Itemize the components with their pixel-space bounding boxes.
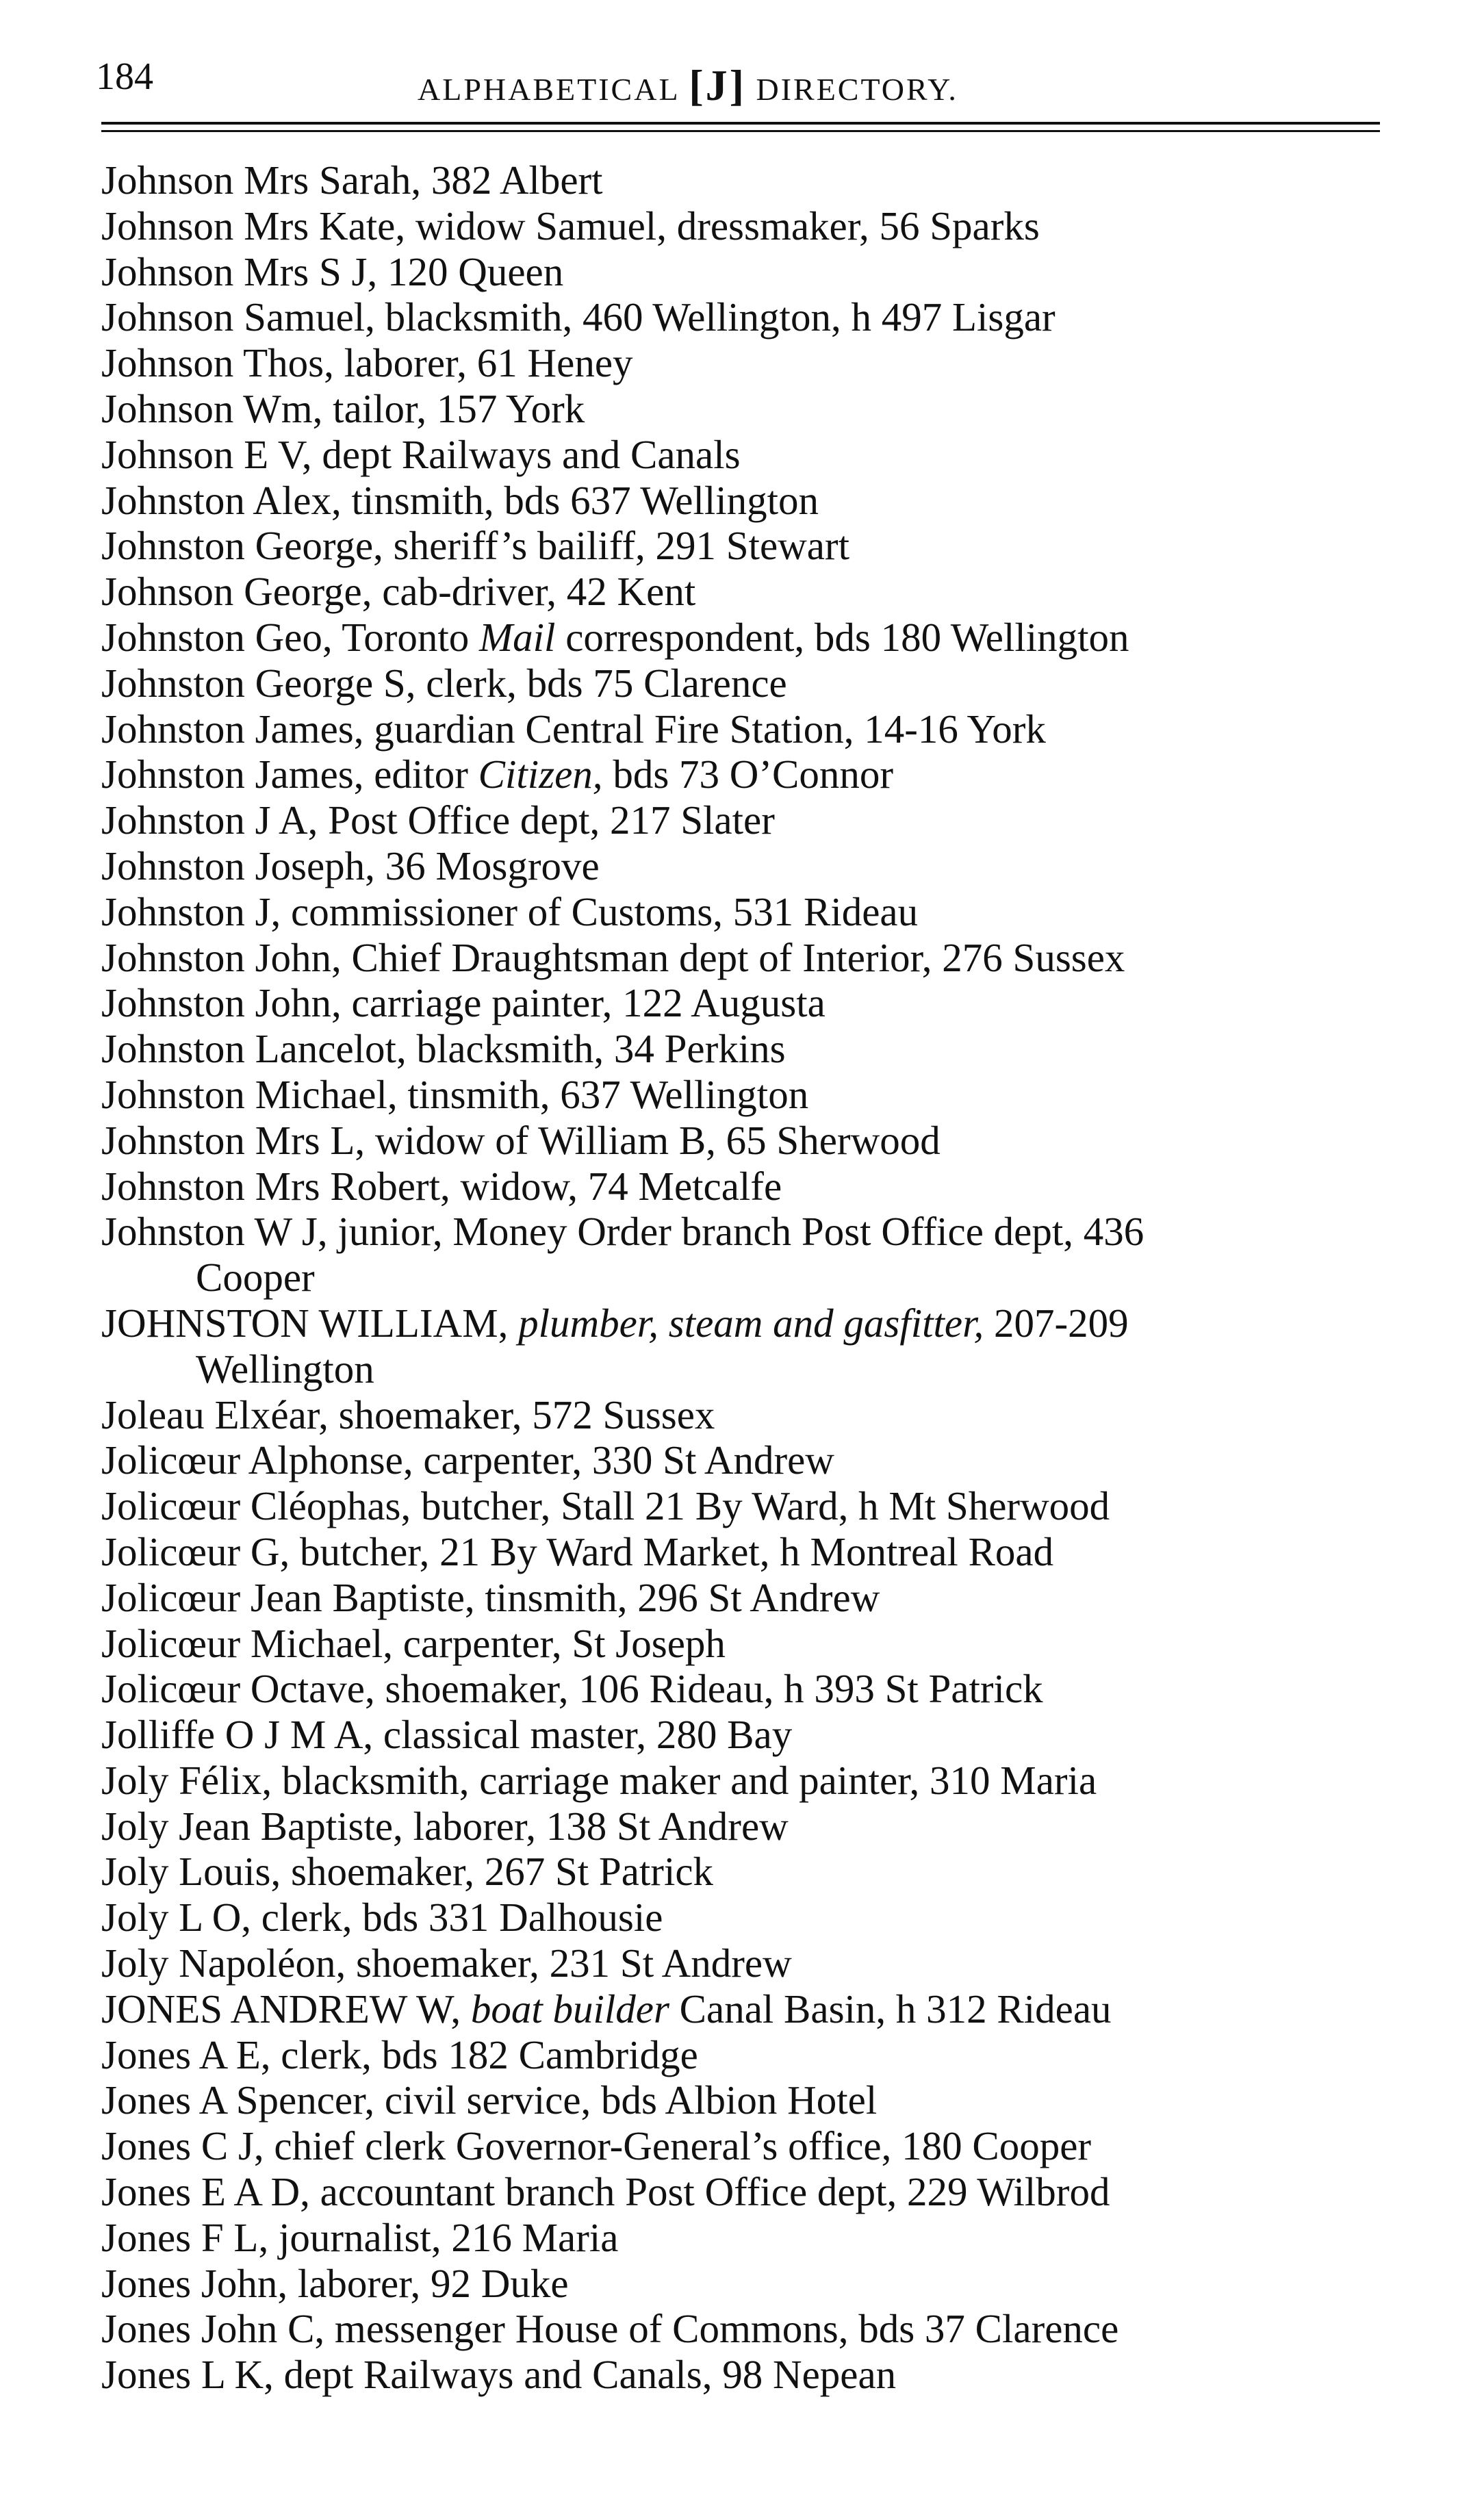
running-head <box>418 60 958 111</box>
entry-text: Jones A E, clerk, bds 182 Cambridge <box>101 2032 698 2077</box>
directory-entry <box>101 1300 1388 1392</box>
entry-text: Jones John, laborer, 92 Duke <box>101 2260 569 2306</box>
entry-text: Johnston J A, Post Office dept, 217 Slater <box>101 797 775 843</box>
entry-text: Joly Napoléon, shoemaker, 231 St Andrew <box>101 1940 792 1986</box>
entry-text: Johnston Michael, tinsmith, 637 Wellington <box>101 1071 809 1117</box>
entry-text: Jones E A D, accountant branch Post Office dept, 229 Wilbrod <box>101 2169 1110 2215</box>
directory-entry <box>101 2215 1388 2261</box>
entry-text: Jones A Spencer, civil service, bds Albion Hotel <box>101 2077 878 2123</box>
page-header <box>96 42 1383 111</box>
directory-entry <box>101 1940 1388 1986</box>
directory-entry <box>101 2169 1388 2215</box>
directory-entry <box>101 1437 1388 1483</box>
directory-entry <box>101 1209 1388 1300</box>
entry-text: Jolicœur Alphonse, carpenter, 330 St Andrew <box>101 1437 834 1483</box>
directory-entry <box>101 980 1388 1026</box>
directory-entry <box>101 1986 1388 2032</box>
directory-entry <box>101 1666 1388 1712</box>
entry-italic: plumber, steam and gasfitter, <box>518 1300 984 1346</box>
directory-entry <box>101 661 1388 706</box>
entry-text: Jolicœur G, butcher, 21 By Ward Market, h Montreal Road <box>101 1528 1054 1574</box>
directory-entry <box>101 2077 1388 2123</box>
directory-entry <box>101 615 1388 661</box>
entry-text: Jolicœur Cléophas, butcher, Stall 21 By Ward, h Mt Sherwood <box>101 1483 1110 1529</box>
directory-entry <box>101 569 1388 615</box>
directory-entry <box>101 340 1388 386</box>
entry-text: Jones F L, journalist, 216 Maria <box>101 2214 619 2260</box>
directory-entry <box>101 1804 1388 1849</box>
entry-text: Johnston J, commissioner of Customs, 531 Rideau <box>101 888 919 934</box>
directory-entry <box>101 294 1388 340</box>
entry-text: Johnson E V, dept Railways and Canals <box>101 431 741 477</box>
entry-text: Johnston James, guardian Central Fire Station, 14-16 York <box>101 706 1046 752</box>
directory-entry <box>101 1712 1388 1758</box>
entry-text: Johnston Alex, tinsmith, bds 637 Wellington <box>101 477 819 523</box>
directory-entry <box>101 1849 1388 1895</box>
entry-text: Joleau Elxéar, shoemaker, 572 Sussex <box>101 1392 715 1437</box>
header-rule <box>101 122 1380 125</box>
directory-entry <box>101 1164 1388 1209</box>
directory-entry <box>101 2352 1388 2398</box>
directory-entry <box>101 1072 1388 1118</box>
entry-text: Jolicœur Jean Baptiste, tinsmith, 296 St Andrew <box>101 1574 880 1620</box>
entry-text: Johnson Thos, laborer, 61 Heney <box>101 340 633 386</box>
entry-italic: Citizen, <box>478 752 603 797</box>
entry-text: Johnson Samuel, blacksmith, 460 Wellington, h 497 Lisgar <box>101 294 1056 340</box>
directory-entry <box>101 706 1388 752</box>
entry-text: Johnson George, cab-driver, 42 Kent <box>101 569 696 615</box>
entry-text-rest: bds 73 O’Connor <box>602 752 894 797</box>
directory-entry <box>101 935 1388 981</box>
directory-entry <box>101 2261 1388 2307</box>
entry-text-rest: Canal Basin, h 312 Rideau <box>669 1986 1112 2032</box>
entry-text: Jolicœur Michael, carpenter, St Joseph <box>101 1620 726 1666</box>
directory-entry <box>101 2032 1388 2078</box>
entry-text: Johnston John, Chief Draughtsman dept of Interior, 276 Sussex <box>101 934 1125 980</box>
directory-entry <box>101 1026 1388 1072</box>
entry-italic: boat builder <box>470 1986 669 2032</box>
running-head-right: DIRECTORY. <box>756 72 958 107</box>
entry-text: Jones C J, chief clerk Governor-General’s office, 180 Cooper <box>101 2123 1092 2169</box>
entry-text: Johnston George S, clerk, bds 75 Clarence <box>101 660 787 706</box>
entry-text: Johnston W J, junior, Money Order branch Post Office dept, 436 <box>101 1209 1144 1255</box>
running-head-left: ALPHABETICAL <box>418 72 679 107</box>
directory-entry <box>101 1118 1388 1164</box>
directory-entry <box>101 1895 1388 1940</box>
entry-text: Joly Félix, blacksmith, carriage maker and painter, 310 Maria <box>101 1757 1097 1803</box>
directory-entry <box>101 1483 1388 1529</box>
entry-text: Johnson Wm, tailor, 157 York <box>101 385 585 431</box>
directory-entry <box>101 157 1388 203</box>
entry-text: Johnston Mrs Robert, widow, 74 Metcalfe <box>101 1163 782 1209</box>
directory-entry <box>101 889 1388 935</box>
entry-text: Johnston James, editor <box>101 752 478 797</box>
entry-text: Johnston Joseph, 36 Mosgrove <box>101 843 600 888</box>
entry-italic: Mail <box>479 614 556 660</box>
directory-entry <box>101 2306 1388 2352</box>
directory-entry <box>101 752 1388 797</box>
entry-text: Johnston Geo, Toronto <box>101 614 480 660</box>
entry-text: Jolicœur Octave, shoemaker, 106 Rideau, h 393 St Patrick <box>101 1666 1043 1712</box>
directory-entry <box>101 797 1388 843</box>
directory-entry <box>101 386 1388 432</box>
directory-entry <box>101 478 1388 524</box>
entry-text: Johnston Mrs L, widow of William B, 65 Sherwood <box>101 1117 941 1163</box>
entry-text: Joly L O, clerk, bds 331 Dalhousie <box>101 1895 663 1940</box>
directory-entry <box>101 432 1388 478</box>
directory-entry <box>101 1529 1388 1575</box>
directory-entry <box>101 523 1388 569</box>
entry-text: JOHNSTON WILLIAM, <box>101 1300 519 1346</box>
directory-entry <box>101 843 1388 889</box>
entry-text: Johnston Lancelot, blacksmith, 34 Perkins <box>101 1026 786 1072</box>
entry-text: Johnson Mrs Kate, widow Samuel, dressmaker, 56 Sparks <box>101 203 1040 248</box>
entry-text: Johnston George, sheriff’s bailiff, 291 Stewart <box>101 523 849 569</box>
entry-text: Jones John C, messenger House of Commons, bds 37 Clarence <box>101 2306 1119 2352</box>
page-number: 184 <box>96 55 153 98</box>
entry-text-rest: 207-209 <box>984 1300 1129 1346</box>
entry-text: Johnson Mrs S J, 120 Queen <box>101 248 564 294</box>
directory-entry <box>101 1621 1388 1667</box>
directory-entries <box>101 157 1388 2398</box>
directory-entry <box>101 203 1388 249</box>
entry-continuation: Cooper <box>196 1255 315 1300</box>
directory-entry <box>101 2123 1388 2169</box>
entry-text-rest: correspondent, bds 180 Wellington <box>555 614 1129 660</box>
running-head-letter: [J] <box>689 61 746 110</box>
directory-entry <box>101 1392 1388 1438</box>
entry-text: Joly Louis, shoemaker, 267 St Patrick <box>101 1849 714 1895</box>
entry-text: Johnston John, carriage painter, 122 Augusta <box>101 980 826 1026</box>
header-rule-secondary <box>101 130 1380 132</box>
directory-entry <box>101 1758 1388 1804</box>
entry-text: Jolliffe O J M A, classical master, 280 Bay <box>101 1712 793 1758</box>
entry-text: Jones L K, dept Railways and Canals, 98 Nepean <box>101 2352 897 2398</box>
entry-text: Johnson Mrs Sarah, 382 Albert <box>101 157 603 203</box>
entry-continuation: Wellington <box>196 1346 374 1392</box>
entry-text: JONES ANDREW W, <box>101 1986 471 2032</box>
entry-text: Joly Jean Baptiste, laborer, 138 St Andrew <box>101 1803 789 1849</box>
directory-entry <box>101 1575 1388 1621</box>
directory-entry <box>101 249 1388 295</box>
